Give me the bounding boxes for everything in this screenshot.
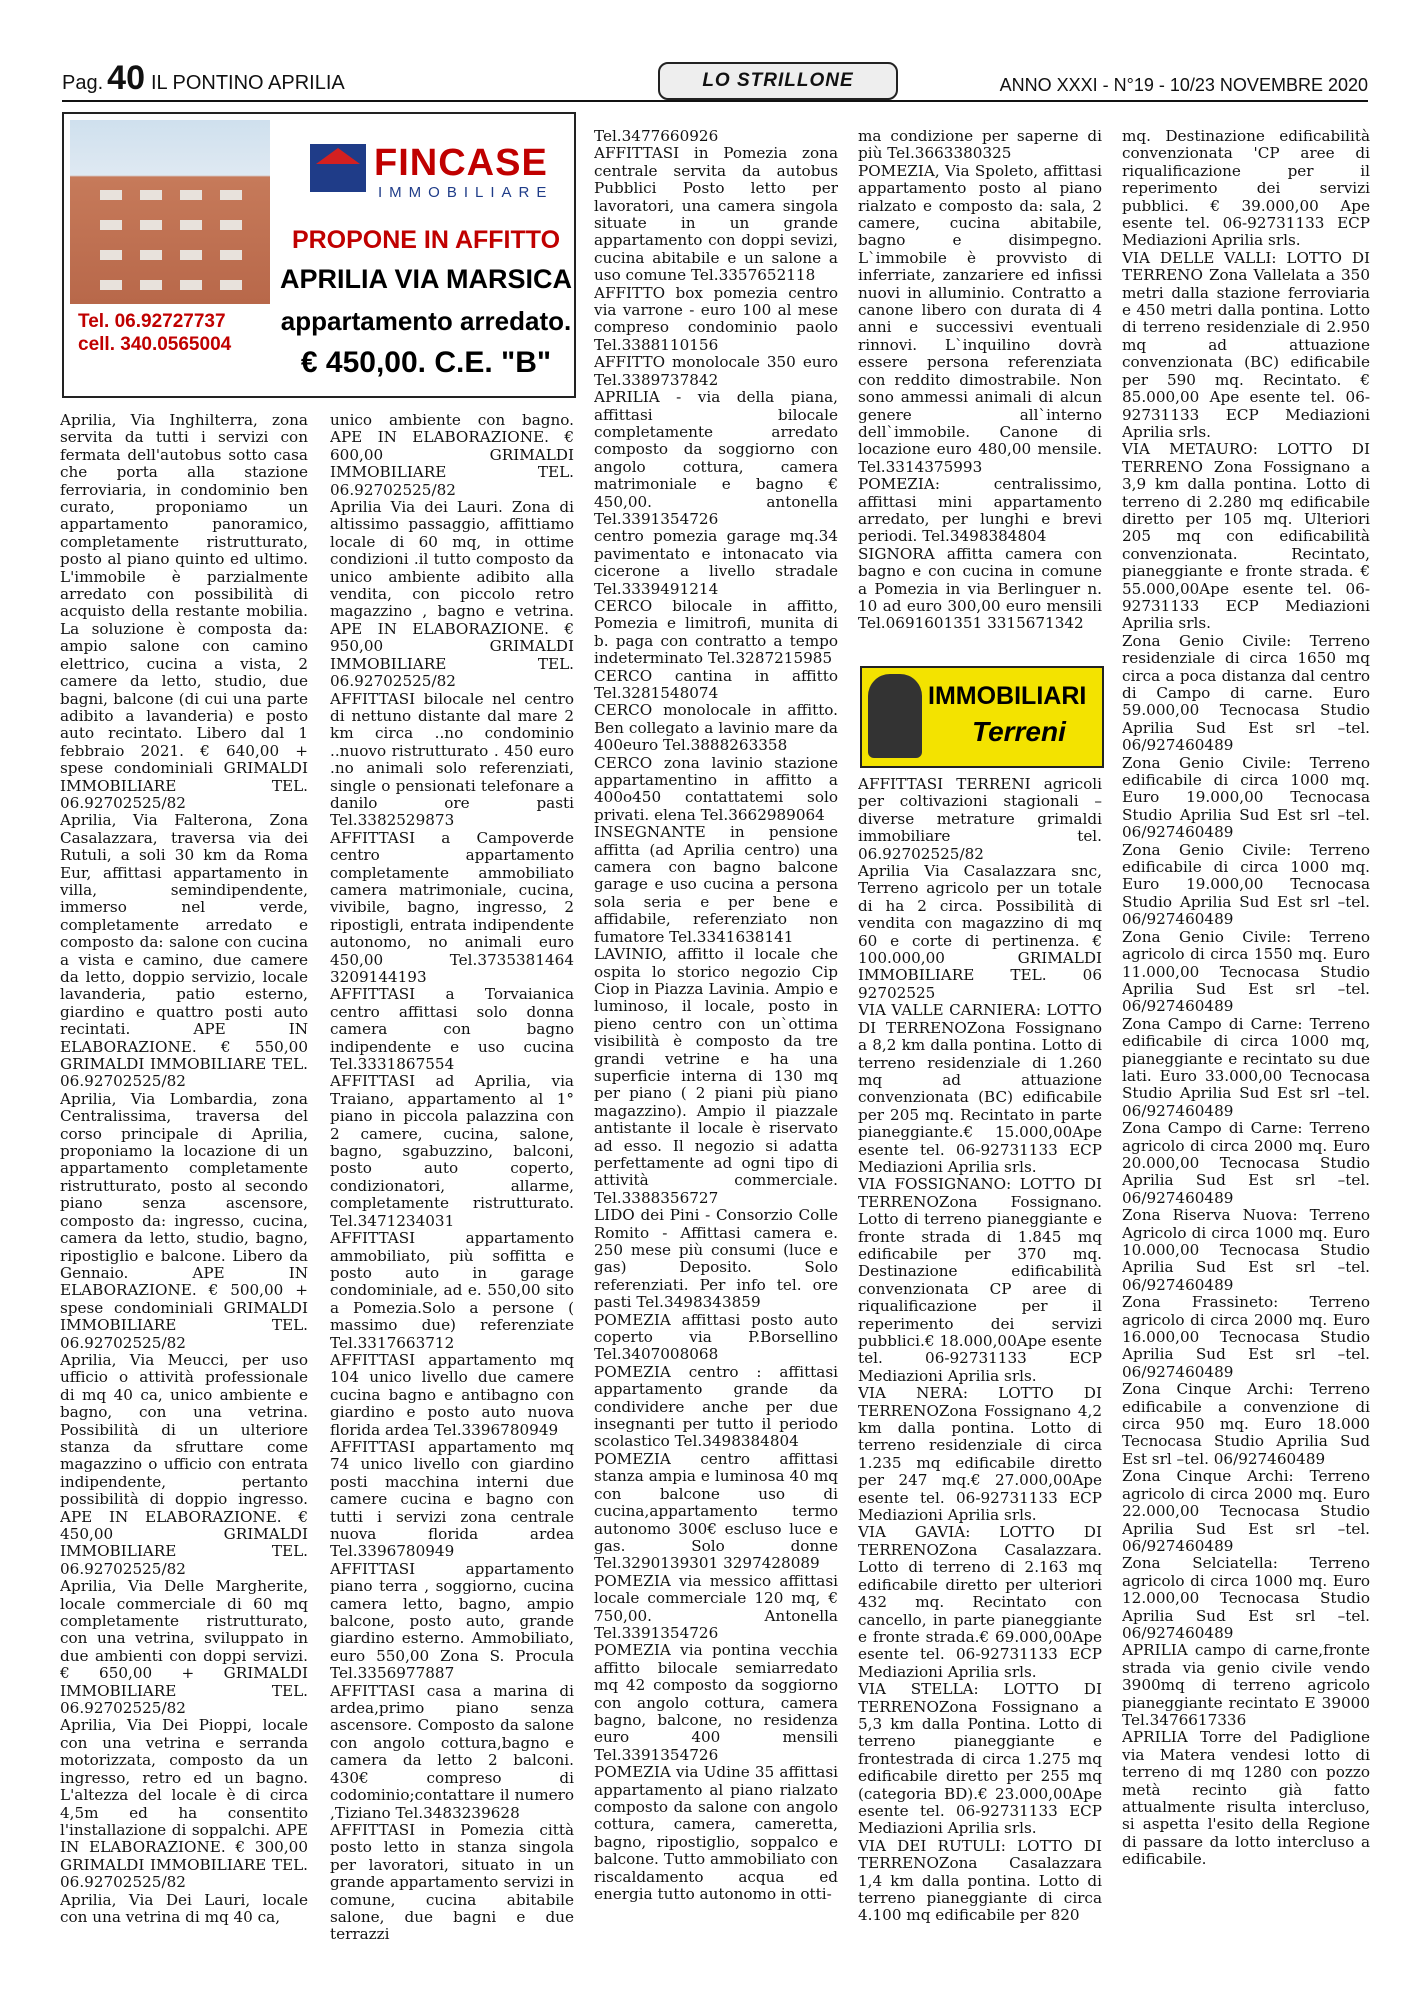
listing: APRILIA - via della piana, affittasi bilocale completamente arredato composto da soggiorno con angolo cottura, camera matrimoniale e bagno € 450,00. antonella Tel.3391354726 <box>594 388 838 528</box>
listing: Zona Campo di Carne: Terreno edificabile di circa 1000 mq, pianeggiante e recintato su due lati. Euro 33.000,00 Tecnocasa Studio Aprilia Sud Est srl –tel. 06/927460489 <box>1122 1014 1370 1120</box>
column-3 <box>594 128 838 1952</box>
listing: Zona Genio Civile: Terreno residenziale di circa 1650 mq circa a poca distanza dal centro di Campo di carne. Euro 59.000,00 Tecnocasa Studio Aprilia Sud Est srl –tel. 06/927460489 <box>1122 631 1370 755</box>
listing: Zona Cinque Archi: Terreno edificabile a convenzione di circa 950 mq. Euro 18.000 Tecnocasa Studio Aprilia Sud Est srl –tel. 06/927460489 <box>1122 1380 1370 1468</box>
listing: VIA DEI RUTULI: LOTTO DI TERRENOZona Casalazzara 1,4 km dalla pontina. Lotto di terreno pianeggiante di circa 4.100 mq edificabile per 820 <box>858 1836 1102 1925</box>
listing: CERCO bilocale in affitto, Pomezia e limitrofi, munita di b. paga con contratto a tempo indeterminato Tel.3287215985 <box>594 596 838 668</box>
listing: Zona Selciatella: Terreno agricolo di circa 1000 mq. Euro 12.000,00 Tecnocasa Studio Aprilia Sud Est srl –tel. 06/927460489 <box>1122 1554 1370 1642</box>
listing: Aprilia, Via Delle Margherite, locale commerciale di 60 mq completamente ristrutturato, con una vetrina, sviluppato in due ambienti con doppi servizi. € 650,00 + GRIMALDI IMMOBILIARE TEL. 06.92702525/82 <box>60 1577 308 1718</box>
listing: Zona Genio Civile: Terreno agricolo di circa 1550 mq. Euro 11.000,00 Tecnocasa Studio Aprilia Sud Est srl –tel. 06/927460489 <box>1122 927 1370 1016</box>
listing: VIA VALLE CARNIERA: LOTTO DI TERRENOZona Fossignano a 8,2 km dalla pontina. Lotto di terreno residenziale di 1.260 mq ad attuazione convenzionata (BC) edificabile per 205 mq. Recintato in parte pianeggiante.€ 15.000,00Ape esente tel. 06-92731133 ECP Mediazioni Aprilia srls. <box>858 1001 1102 1176</box>
page-number: 40 <box>107 59 145 97</box>
listing: Zona Campo di Carne: Terreno agricolo di circa 2000 mq. Euro 20.000,00 Tecnocasa Studio Aprilia Sud Est srl –tel. 06/927460489 <box>1122 1119 1370 1207</box>
advert-headline: PROPONE IN AFFITTO <box>291 226 561 254</box>
listing: AFFITTASI ad Aprilia, via Traiano, appartamento al 1° piano in piccola palazzina con 2 camere, cucina, salone, bagno, sgabuzzino, balconi, posto auto coperto, condizionatori, allarme, completamente ristrutturato. Tel.3471234031 <box>330 1072 574 1230</box>
column-1 <box>60 412 308 1952</box>
listing: Zona Frassineto: Terreno agricolo di circa 2000 mq. Euro 16.000,00 Tecnocasa Studio Aprilia Sud Est srl –tel. 06/927460489 <box>1122 1293 1370 1381</box>
listing: Tel.3477660926 <box>594 128 719 145</box>
listing: Aprilia, Via Dei Pioppi, locale con una vetrina e serranda motorizzata, composto da un ingresso, retro ed un bagno. L'altezza del locale è di circa 4,5m ed ha consentito l'installazione di soppalchi. APE IN ELABORAZIONE. € 300,00 GRIMALDI IMMOBILIARE TEL. 06.92702525/82 <box>60 1716 308 1892</box>
listing: mq. Destinazione edificabilità convenzionata 'CP aree di riqualificazione per il reperimento dei servizi pubblici. € 39.000,00 Ape esente tel. 06-92731133 ECP Mediazioni Aprilia srls. <box>1122 128 1370 250</box>
listing: Zona Genio Civile: Terreno edificabile di circa 1000 mq. Euro 19.000,00 Tecnocasa Studio Aprilia Sud Est srl –tel. 06/927460489 <box>1122 840 1370 929</box>
listing: ma condizione per saperne di più Tel.3663380325 <box>858 128 1102 163</box>
column-4-top <box>858 128 1102 658</box>
listing: POMEZIA via messico affittasi locale commerciale 120 mq, € 750,00. Antonella Tel.3391354726 <box>594 1571 838 1642</box>
listing: AFFITTASI casa a marina di ardea,primo piano senza ascensore. Composto da salone con angolo cottura,bagno e camera da letto 2 balconi. 430€ compreso di codominio;contattare il numero ,Tiziano Tel.3483239628 <box>330 1681 574 1822</box>
strillone-logo: LO STRILLONE <box>658 62 898 100</box>
listing: VIA GAVIA: LOTTO DI TERRENOZona Casalazzara. Lotto di terreno di 2.163 mq edificabile diretto per ulteriori 432 mq. Recintato con cancello, in parte pianeggiante e fronte strada.€ 69.000,00Ape esente tel. 06-92731133 ECP Mediazioni Aprilia srls. <box>858 1523 1102 1681</box>
listing: Zona Riserva Nuova: Terreno Agricolo di circa 1000 mq. Euro 10.000,00 Tecnocasa Studio Aprilia Sud Est srl –tel. 06/927460489 <box>1122 1206 1370 1294</box>
listing: POMEZIA centro affittasi stanza ampia e luminosa 40 mq con balcone uso di cucina,appartamento termo autonomo 300€ escluso luce e gas. Solo donne Tel.3290139301 3297428089 <box>594 1449 838 1573</box>
listing: Aprilia, Via Dei Lauri, locale con una vetrina di mq 40 ca, <box>60 1890 308 1926</box>
listing: VIA DELLE VALLI: LOTTO DI TERRENO Zona Vallelata a 350 metri dalla stazione ferroviaria e 450 metri dalla pontina. Lotto di terreno residenziale di 2.950 mq ad attuazione convenzionata (BC) edificabile per 590 mq. Recintato. € 85.000,00 Ape esente tel. 06-92731133 ECP Mediazioni Aprilia srls. <box>1122 248 1370 441</box>
badge-subtitle: Terreni <box>972 716 1066 747</box>
listing: AFFITTO box pomezia centro via varrone - euro 100 al mese compreso condominio paolo Tel.3388110156 <box>594 283 838 354</box>
listing: AFFITTASI appartamento mq 104 unico livello due camere cucina bagno e antibagno con giardino e posto auto nuova florida ardea Tel.3396780949 <box>330 1350 574 1439</box>
listing: VIA FOSSIGNANO: LOTTO DI TERRENOZona Fossignano. Lotto di terreno pianeggiante e fronte strada di 1.845 mq edificabile per 370 mq. Destinazione edificabilità convenzionata CP aree di riqualificazione per il reperimento dei servizi pubblici.€ 18.000,00Ape esente tel. 06-92731133 ECP Mediazioni Aprilia srls. <box>858 1175 1102 1385</box>
listing: VIA STELLA: LOTTO DI TERRENOZona Fossignano a 5,3 km dalla Pontina. Lotto di terreno pianeggiante e frontestrada di circa 1.275 mq edificabile diretto per 255 mq (categoria BD).€ 23.000,00Ape esente tel. 06-92731133 ECP Mediazioni Aprilia srls. <box>858 1680 1102 1838</box>
column-2 <box>330 412 574 1952</box>
listing: Aprilia, Via Meucci, per uso ufficio o attività professionale di mq 40 ca, unico ambiente e bagno, con una vetrina. Possibilità di un ulteriore stanza da sfruttare come magazzino o ufficio con entrata indipendente, pertanto possibilità di doppio ingresso. APE IN ELABORAZIONE. € 450,00 GRIMALDI IMMOBILIARE TEL. 06.92702525/82 <box>60 1350 308 1578</box>
listing: AFFITTASI in Pomezia città posto letto in stanza singola per lavoratori, situato in un grande appartamento servizi in comune, cucina abitabile salone, due bagni e due terrazzi <box>330 1820 574 1944</box>
page-header <box>62 58 1368 102</box>
column-5 <box>1122 128 1370 1952</box>
listing: AFFITTASI bilocale nel centro di nettuno distante dal mare 2 km circa ..no condominio ..nuovo ristrutturato . 450 euro .no animali solo referenziati, single o pensionati telefonare a danilo ore pasti Tel.3382529873 <box>330 689 574 830</box>
advert-phones <box>78 310 231 356</box>
listing: LIDO dei Pini - Consorzio Colle Romito - Affittasi camera e. 250 mese più consumi (luce e gas) Deposito. Solo referenziati. Per info tel. ore pasti Tel.3498343859 <box>594 1206 838 1312</box>
listing: AFFITTASI a Torvaianica centro affittasi solo donna camera con bagno indipendente e uso cucina Tel.3331867554 <box>330 985 574 1074</box>
page-prefix: Pag. <box>62 72 104 94</box>
listing: POMEZIA: centralissimo, affittasi mini appartamento arredato, per lunghi e brevi periodi. Tel.3498384804 <box>858 475 1102 546</box>
listing: INSEGNANTE in pensione affitta (ad Aprilia centro) una camera con bagno balcone garage e uso cucina a persona sola seria e per bene e affidabile, referenziato non fumatore Tel.3341638141 <box>594 823 838 946</box>
listing: centro pomezia garage mq.34 pavimentato e intonacato via cicerone a livello stradale Tel.3339491214 <box>594 527 838 598</box>
strillone-figure-icon <box>868 674 922 758</box>
listing: CERCO zona lavinio stazione appartamentino in affitto a 400o450 contattatemi solo privati. elena Tel.3662989064 <box>594 753 838 824</box>
listing: POMEZIA via Udine 35 affittasi appartamento al piano rialzato composto da salone con angolo cottura, camera, cameretta, bagno, ripostiglio, soppalco e balcone. Tutto ammobiliato con riscaldamento acqua ed energia tutto autonomo in otti- <box>594 1763 838 1904</box>
building-photo <box>70 120 270 304</box>
listing: APRILIA campo di carne,fronte strada via genio civile vendo 3900mq di terreno agricolo pianeggiante recintato E 39000 Tel.3476617336 <box>1122 1641 1370 1729</box>
column-4-terreni <box>858 776 1102 1952</box>
listing: Zona Cinque Archi: Terreno agricolo di circa 2000 mq. Euro 22.000,00 Tecnocasa Studio Aprilia Sud Est srl –tel. 06/927460489 <box>1122 1467 1370 1555</box>
listing: Aprilia, Via Falterona, Zona Casalazzara, traversa via dei Rutuli, a soli 30 km da Roma Eur, affittasi appartamento in villa, semindipendente, immerso nel verde, completamente arredato e composto da: salone con cucina a vista e camino, due camere da letto, doppio servizio, locale lavanderia, patio esterno, giardino e quattro posti auto recintati. APE IN ELABORAZIONE. € 550,00 GRIMALDI IMMOBILIARE TEL. 06.92702525/82 <box>60 811 308 1091</box>
advert-tel: Tel. 06.92727737 <box>78 311 226 332</box>
listing: POMEZIA centro : affittasi appartamento grande da condividere anche per due insegnanti per tutto il periodo scolastico Tel.3498384804 <box>594 1362 838 1451</box>
listing: POMEZIA affittasi posto auto coperto via P.Borsellino Tel.3407008068 <box>594 1310 838 1364</box>
advert-brand-sub: IMMOBILIARE <box>378 184 554 201</box>
issue-info: ANNO XXXI - N°19 - 10/23 NOVEMBRE 2020 <box>999 75 1368 95</box>
listing: AFFITTASI in Pomezia zona centrale servita da autobus Pubblici Posto letto per lavoratori, una camera singola situate in un grande appartamento con doppi sevizi, cucina abitabile e un salone a uso comune Tel.3357652118 <box>594 144 838 285</box>
advert-cell: cell. 340.0565004 <box>78 334 232 355</box>
listing: AFFITTASI appartamento ammobiliato, più soffitta e posto auto in garage condominiale, ad e. 550,00 sito a Pomezia.Solo a persone ( massimo due) referenziate Tel.3317663712 <box>330 1229 574 1352</box>
listing: VIA METAURO: LOTTO DI TERRENO Zona Fossignano a 3,9 km dalla pontina. Lotto di terreno di 2.280 mq edificabile diretto per 105 mq. Ulteriori 205 mq con edificabilità convenzionata. Recintato, pianeggiante e fronte strada. € 55.000,00Ape esente tel. 06-92731133 ECP Mediazioni Aprilia srls. <box>1122 440 1370 633</box>
badge-title: IMMOBILIARI <box>928 682 1087 710</box>
listing: VIA NERA: LOTTO DI TERRENOZona Fossignano 4,2 km dalla pontina. Lotto di terreno residenziale di circa 1.235 mq edificabile diretto per 247 mq.€ 27.000,00Ape esente tel. 06-92731133 ECP Mediazioni Aprilia srls. <box>858 1384 1102 1525</box>
listing: CERCO monolocale in affitto. Ben collegato a lavinio mare da 400euro Tel.3888263358 <box>594 701 838 755</box>
listing: unico ambiente con bagno. APE IN ELABORAZIONE. € 600,00 GRIMALDI IMMOBILIARE TEL. 06.92702525/82 <box>330 412 574 499</box>
listing: Aprilia Via dei Lauri. Zona di altissimo passaggio, affittiamo locale di 60 mq, in ottime condizioni .il tutto composto da unico ambiente adibito alla vendita, con piccolo retro magazzino , bagno e vetrina. APE IN ELABORAZIONE. € 950,00 GRIMALDI IMMOBILIARE TEL. 06.92702525/82 <box>330 498 574 691</box>
listing: Aprilia Via Casalazzara snc, Terreno agricolo per un totale di ha 2 circa. Possibilità di vendita con magazzino di mq 60 e corte di pertinenza. € 100.000,00 GRIMALDI IMMOBILIARE TEL. 06 92702525 <box>858 862 1102 1002</box>
listing: AFFITTASI a Campoverde centro appartamento completamente ammobiliato camera matrimoniale, cucina, vivibile, bagno, ingresso, 2 ripostigli, entrata indipendente autonomo, no animali euro 450,00 Tel.3735381464 3209144193 <box>330 828 574 986</box>
fincase-logo-icon <box>310 144 366 192</box>
listing: AFFITTASI TERRENI agricoli per coltivazioni stagionali – diverse metrature grimaldi immobiliare tel. 06.92702525/82 <box>858 776 1102 863</box>
listing: POMEZIA, Via Spoleto, affittasi appartamento posto al piano rialzato e composto da: sala, 2 camere, cucina abitabile, bagno e disimpegno. L`immobile è provvisto di inferriate, zanzariere ed infissi nuovi in alluminio. Contratto a canone libero con durata di 4 anni e successivi eventuali rinnovi. L`inquilino dovrà essere persona referenziata con reddito dimostrabile. Non sono ammessi animali di alcun genere all`interno dell`immobile. Canone di locazione euro 480,00 mensile. Tel.3314375993 <box>858 161 1102 476</box>
listing: Zona Genio Civile: Terreno edificabile di circa 1000 mq. Euro 19.000,00 Tecnocasa Studio Aprilia Sud Est srl –tel. 06/927460489 <box>1122 753 1370 842</box>
listing: CERCO cantina in affitto Tel.3281548074 <box>594 666 838 702</box>
listing: APRILIA Torre del Padiglione via Matera vendesi lotto di terreno di mq 1280 con pozzo metà recinto già fatto attualmente risulta intercluso, si aspetta l'esito della Regione di passare da lotto intercluso a edificabile. <box>1122 1728 1370 1869</box>
advert-description: appartamento arredato. <box>280 306 572 336</box>
listing: AFFITTASI appartamento piano terra , soggiorno, cucina camera letto, bagno, ampio balcone, posto auto, grande giardino esterno. Ammobiliato, euro 550,00 Zona S. Procula Tel.3356977887 <box>330 1559 574 1683</box>
listing: AFFITTASI appartamento mq 74 unico livello con giardino posti macchina interni due camere cucina e bagno con tutti i servizi zona centrale nuova florida ardea Tel.3396780949 <box>330 1437 574 1561</box>
page-info <box>62 59 345 98</box>
fincase-advert <box>62 112 576 398</box>
advert-price: € 450,00. C.E. "B" <box>300 346 552 379</box>
listing: SIGNORA affitta camera con bagno e con cucina in comune a Pomezia in via Berlinguer n. 10 ad euro 300,00 euro mensili Tel.0691601351 3315671342 <box>858 544 1102 633</box>
advert-brand: FINCASE <box>374 142 548 184</box>
listing: POMEZIA via pontina vecchia affitto bilocale semiarredato mq 42 composto da soggiorno con angolo cottura, camera bagno, balcone, no residenza euro 400 mensili Tel.3391354726 <box>594 1641 838 1764</box>
listing: AFFITTO monolocale 350 euro Tel.3389737842 <box>594 353 838 389</box>
listing: Aprilia, Via Lombardia, zona Centralissima, traversa del corso principale di Aprilia, proponiamo la locazione di un appartamento completamente ristrutturato, posto al secondo piano senza ascensore, composto da: ingresso, cucina, camera da letto, studio, bagno, ripostiglio e balcone. Libero da Gennaio. APE IN ELABORAZIONE. € 500,00 + spese condominiali GRIMALDI IMMOBILIARE TEL. 06.92702525/82 <box>60 1089 308 1352</box>
listing: LAVINIO, affitto il locale che ospita lo storico negozio Cip Ciop in Piazza Lavinia. Ampio e luminoso, il locale, posto in pieno centro con un`ottima visibilità è composto da tre grandi vetrine e ha una superficie interna di 130 mq per piano ( 2 piani più piano magazzino). Ampio il piazzale antistante il locale è riservato ad esso. Il negozio si adatta perfettamente ad ogni tipo di attività commerciale. Tel.3388356727 <box>594 945 838 1207</box>
publication-name: IL PONTINO APRILIA <box>150 72 345 94</box>
terreni-section-badge <box>860 666 1104 768</box>
listing: Aprilia, Via Inghilterra, zona servita da tutti i servizi con fermata dell'autobus sotto casa che porta alla stazione ferroviaria, in condominio ben curato, proponiamo un appartamento panoramico, completamente ristrutturato, posto al piano quinto ed ultimo. L'immobile è parzialmente arredato con possibilità di acquisto della restante mobilia. La soluzione è composta da: ampio salone con camino elettrico, cucina a vista, 2 camere da letto, studio, due bagni, balcone (di cui una parte adibito a lavanderia) e posto auto recintato. Libero dal 1 febbraio 2021. € 640,00 + spese condominiali GRIMALDI IMMOBILIARE TEL. 06.92702525/82 <box>60 412 308 812</box>
advert-location: APRILIA VIA MARSICA <box>279 264 572 294</box>
